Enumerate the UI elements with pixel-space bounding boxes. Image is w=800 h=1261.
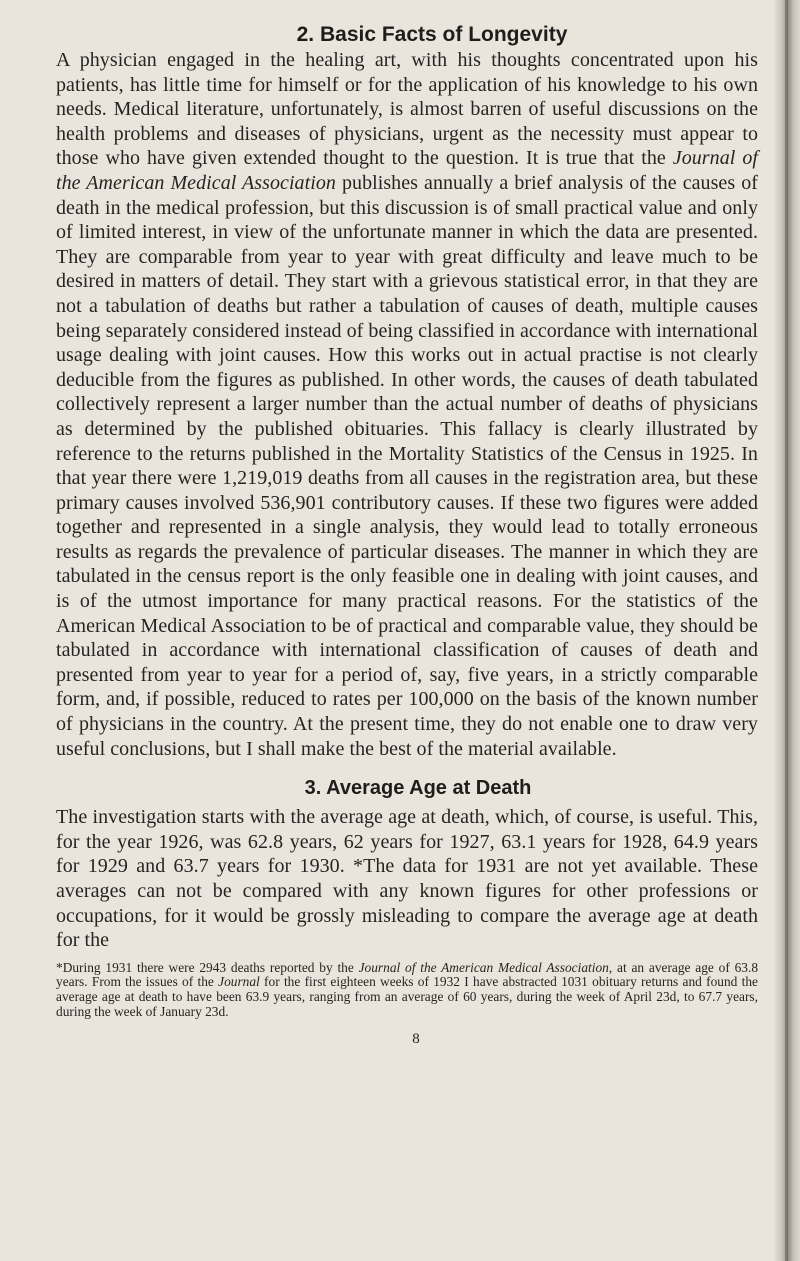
footnote [56, 961, 758, 1019]
paragraph-basic-facts [56, 48, 758, 761]
journal-title: Journal of the American Medical Association [56, 147, 758, 194]
page-binding-edge [774, 0, 800, 1261]
paragraph-text: publishes annually a brief analysis of the causes of death in the medical profession, but this discussion is of small practical value and only of limited interest, in view of the unfortunate manner in which the data are presented. They are comparable from year to year with great difficulty and leave much to be desired in matters of detail. They start with a grievous statistical error, in that they are not a tabulation of deaths but rather a tabulation of causes of death, multiple causes being separately considered instead of being classified in accordance with international usage dealing with joint causes. How this works out in actual practise is not clearly deducible from the figures as published. In other words, the causes of death tabulated collectively represent a larger number than the actual number of deaths of physicians as determined by the published obituaries. This fallacy is clearly illustrated by reference to the returns published in the Mortality Statistics of the Census in 1925. In that year there were 1,219,019 deaths from all causes in the registration area, but these primary causes involved 536,901 contributory causes. If these two figures were added together and represented in a single analysis, they would lead to totally erroneous results as regards the prevalence of particular diseases. The manner in which they are tabulated in the census report is the only feasible one in dealing with joint causes, and is of the utmost importance for many practical reasons. For the statistics of the American Medical Association to be of practical and comparable value, they should be tabulated in accordance with international classification of causes of death and presented from year to year for a period of, say, five years, in a strictly comparable form, and, if possible, reduced to rates per 100,000 on the basis of the known number of physicians in the country. At the present time, they do not enable one to draw very useful conclusions, but I shall make the best of the material available. [56, 171, 758, 760]
journal-title: Journal of the American Medical Association [358, 959, 609, 975]
section-heading-basic-facts: 2. Basic Facts of Longevity [296, 23, 568, 46]
page-content [56, 22, 758, 1048]
journal-title-short: Journal [218, 974, 260, 990]
footnote-text: *During 1931 there were 2943 deaths reported by the [56, 959, 359, 975]
paragraph-average-age: The investigation starts with the average age at death, which, of course, is useful. This, for the year 1926, was 62.8 years, 62 years for 1927, 63.1 years for 1928, 64.9 years for 1929 and 63.7 years for 1930. *The data for 1931 are not yet available. These averages can not be compared with any known figures for other professions or occupations, for it would be grossly misleading to compare the average age at death for the [56, 806, 758, 952]
page-number: 8 [412, 1031, 420, 1048]
section-heading-average-age: 3. Average Age at Death [304, 777, 532, 800]
footnote-text: for the first eighteen weeks of 1932 I have abstracted 1031 obituary returns and found the average age at death to have been 63.9 years, ranging from an average of 60 years, during the week of April 23d, to 67.7 years, during the week of January 23d. [56, 974, 758, 1019]
footnote-text: , at an average age of 63.8 years. From the issues of the [56, 959, 759, 990]
paragraph-text: A physician engaged in the healing art, with his thoughts concentrated upon his patients, has little time for himself or for the application of his knowledge to his own needs. Medical literature, unfortunately, is almost barren of useful discussions on the health problems and diseases of physicians, urgent as the necessity must appear to those who have given extended thought to the question. It is true that the [56, 49, 758, 170]
